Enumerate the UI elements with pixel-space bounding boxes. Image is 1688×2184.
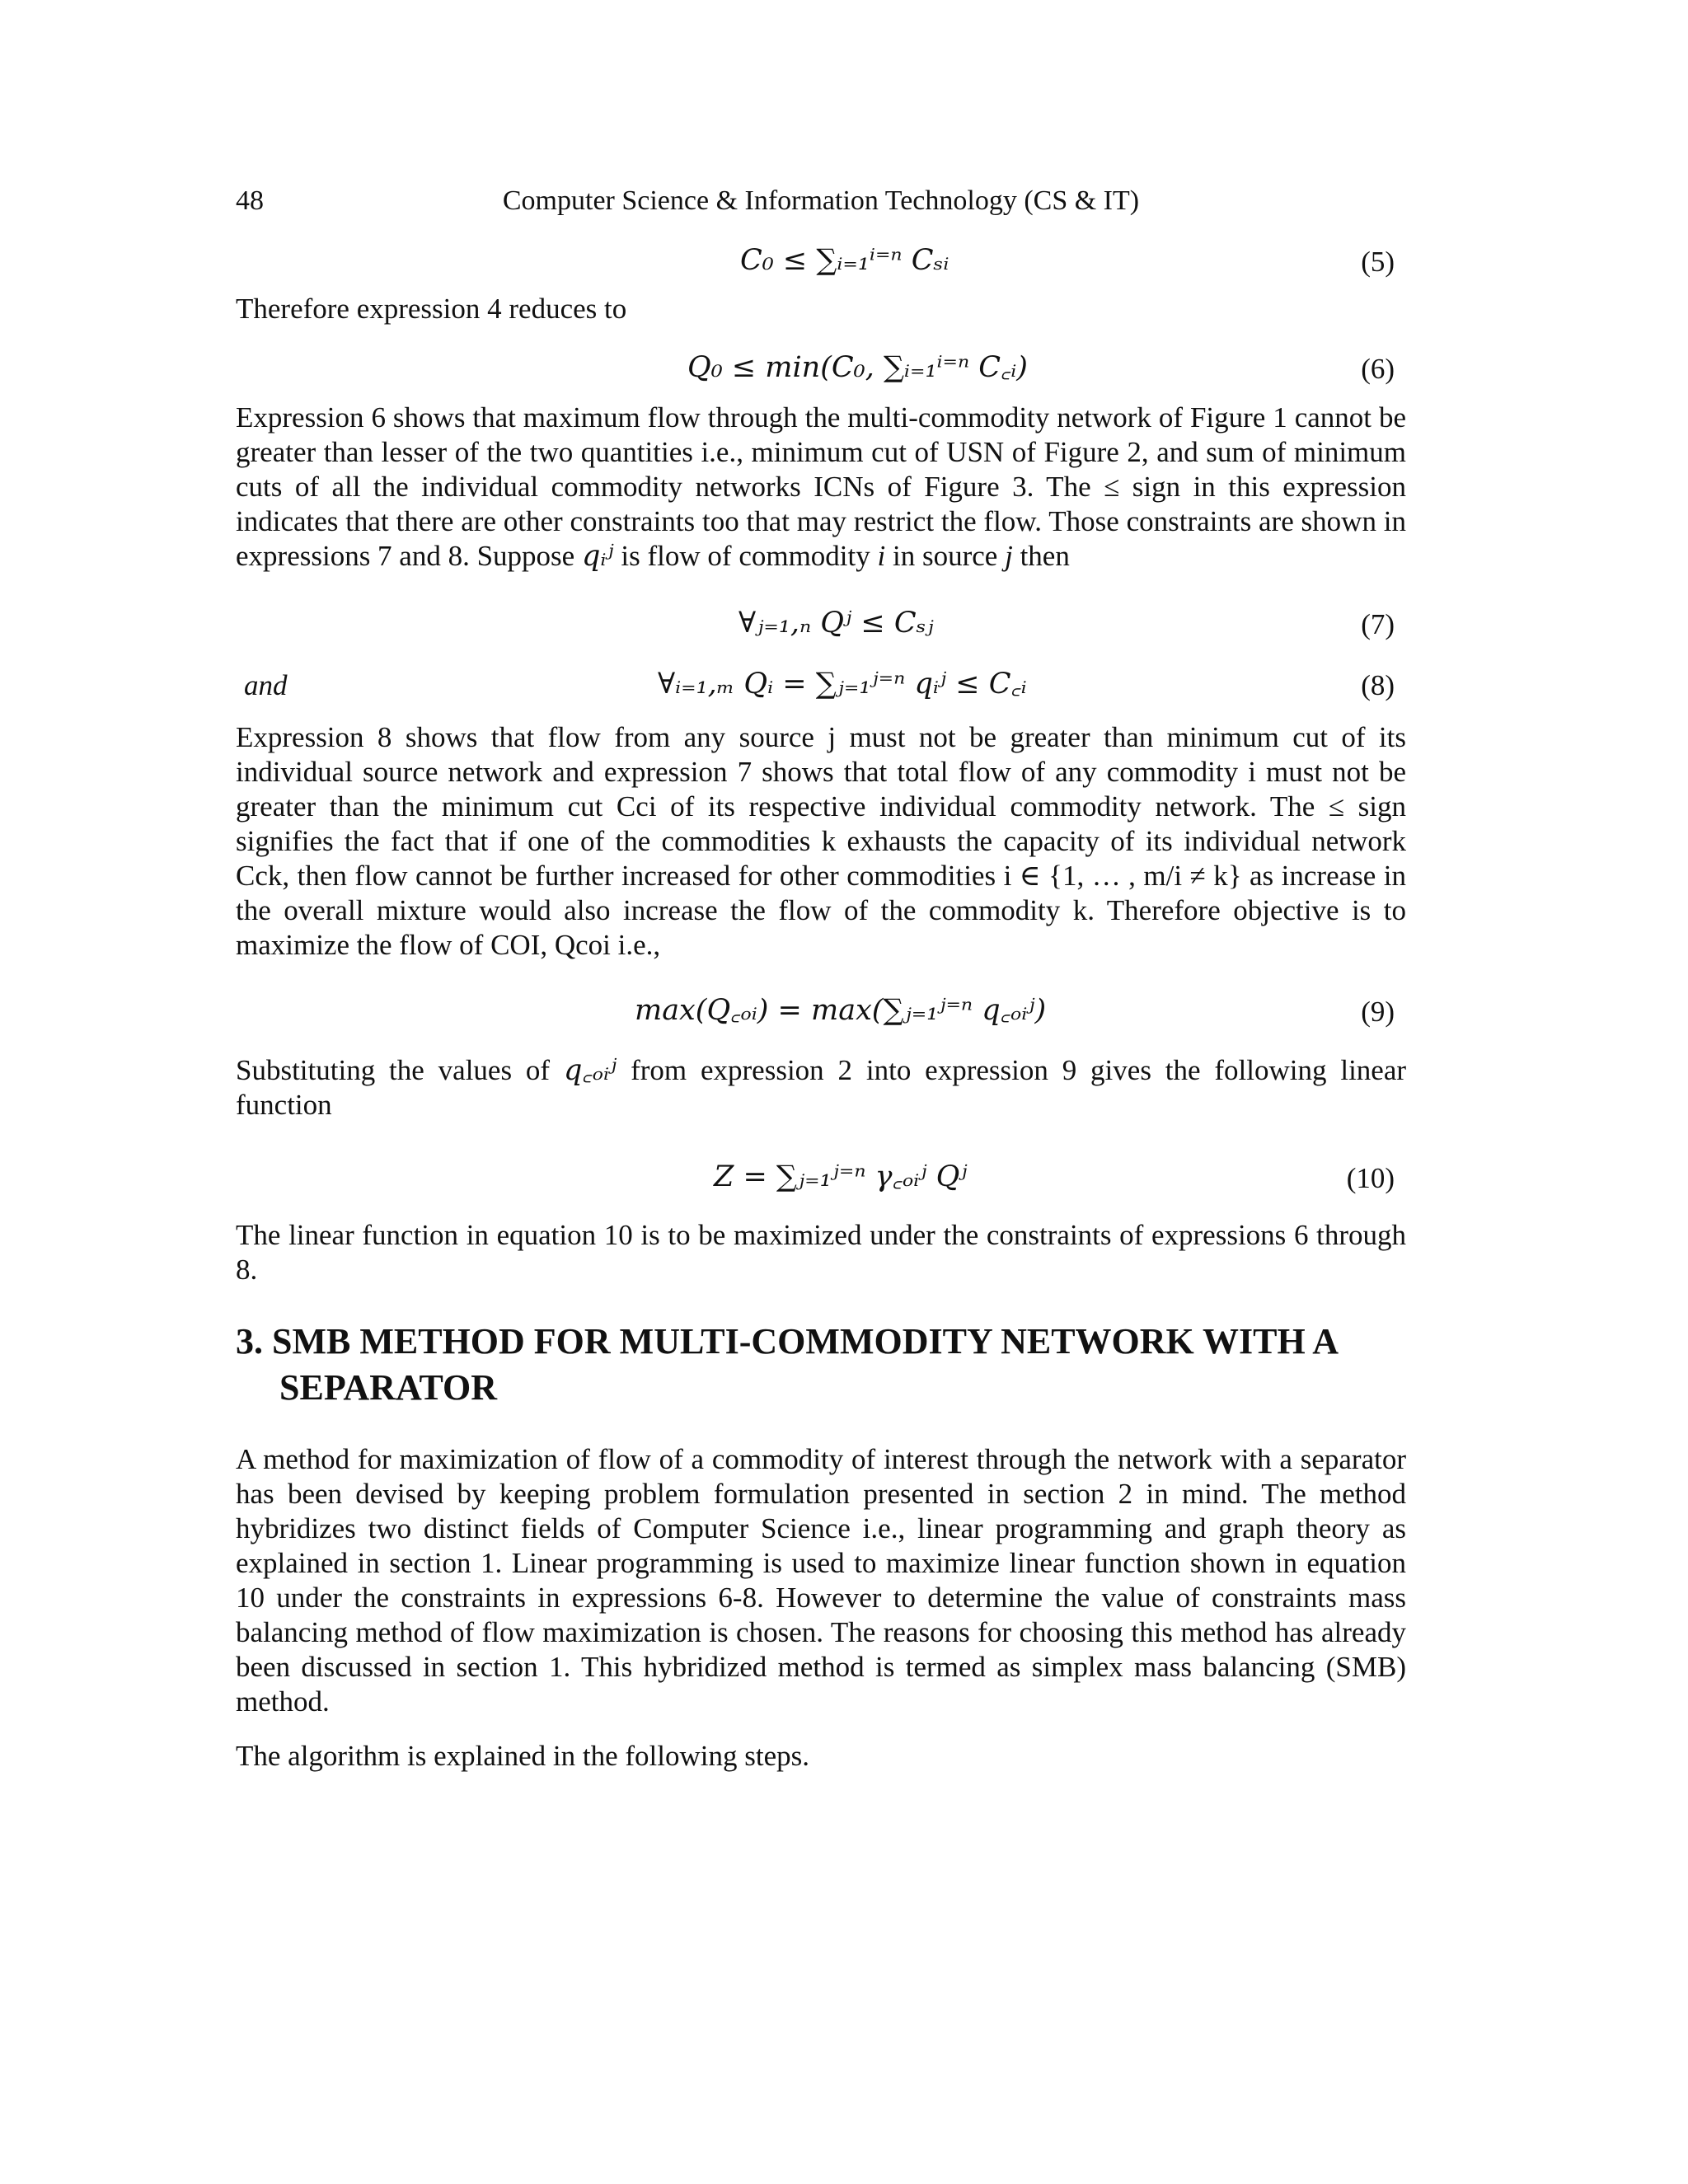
flow-variable-q: qᵢʲ bbox=[581, 540, 614, 573]
equation-7 bbox=[236, 600, 1406, 648]
equation-5-number: (5) bbox=[1361, 246, 1395, 278]
equation-8-number: (8) bbox=[1361, 669, 1395, 701]
paragraph-linear-function: The linear function in equation 10 is to be maximized under the constraints of expressions 6 through 8. bbox=[236, 1219, 1406, 1286]
equation-7-expression: ∀ⱼ₌₁,ₙ Qʲ ≤ Cₛⱼ bbox=[738, 607, 934, 640]
paragraph-expression-6 bbox=[236, 401, 1406, 574]
equation-6 bbox=[236, 344, 1406, 392]
equation-5 bbox=[236, 237, 1406, 285]
paragraph-substituting-text: Substituting the values of bbox=[236, 1054, 551, 1086]
flow-variable-qcoi: q꜀ₒᵢʲ bbox=[563, 1054, 617, 1087]
equation-10-number: (10) bbox=[1346, 1162, 1395, 1194]
page-header bbox=[236, 181, 1406, 221]
running-title: Computer Science & Information Technology (CS & IT) bbox=[502, 185, 1140, 216]
equation-9-number: (9) bbox=[1361, 996, 1395, 1028]
paragraph-expression-8: Expression 8 shows that flow from any source j must not be greater than minimum cut of its individual source network and expression 7 shows that total flow of any commodity i must not be greater than the minimum cut Cci of its respective individual commodity network. The ≤ sign signifies the fact that if one of the commodities k exhausts the capacity of its individual network Cck, then flow cannot be further increased for other commodities i ∈ {1, … , m/i ≠ k} as increase in the overall mixture would also increase the flow of the commodity k. Therefore objective is to maximize the flow of COI, Qcoi i.e., bbox=[236, 721, 1406, 961]
equation-7-number: (7) bbox=[1361, 608, 1395, 640]
section-heading bbox=[236, 1319, 1406, 1411]
equation-6-expression: Q₀ ≤ min(C₀, ∑ᵢ₌₁ⁱ⁼ⁿ C꜀ᵢ) bbox=[687, 351, 1028, 384]
paragraph-method: A method for maximization of flow of a commodity of interest through the network with a separator has been devised by keeping problem formulation presented in section 2 in mind. The method hybridizes two distinct fields of Computer Science i.e., linear programming and graph theory as explained in section 1. Linear programming is used to maximize linear function shown in equation 10 under the constraints in expressions 6-8. However to determine the value of constraints mass balancing method of flow maximization is chosen. The reasons for choosing this method has already been discussed in section 1. This hybridized method is termed as simplex mass balancing (SMB) method. bbox=[236, 1443, 1406, 1718]
equation-10 bbox=[236, 1154, 1406, 1202]
paragraph-expression-6-text-2: is flow of commodity bbox=[621, 540, 870, 572]
paragraph-reduces: Therefore expression 4 reduces to bbox=[236, 293, 627, 325]
paragraph-expression-6-text: Expression 6 shows that maximum flow through the multi-commodity network of Figure 1 cannot be greater than lesser of the two quantities i.e., minimum cut of USN of Figure 2, and sum of minimum cuts of all the individual commodity networks ICNs of Figure 3. The ≤ sign in this expression indicates that there are other constraints too that may restrict the flow. Those constraints are shown in expressions 7 and 8. Suppose bbox=[236, 401, 1406, 572]
paragraph-substituting-text-2: from expression 2 into expression 9 gives the following linear function bbox=[236, 1054, 1407, 1121]
paragraph-expression-6-text-3: in source bbox=[893, 540, 998, 572]
equation-5-expression: C₀ ≤ ∑ᵢ₌₁ⁱ⁼ⁿ Cₛᵢ bbox=[740, 244, 950, 277]
paragraph-substituting bbox=[236, 1053, 1406, 1122]
page-number: 48 bbox=[236, 185, 264, 216]
equation-9 bbox=[236, 987, 1406, 1035]
section-heading-line-1: 3. SMB METHOD FOR MULTI-COMMODITY NETWORK WITH A bbox=[236, 1321, 1339, 1361]
variable-i: i bbox=[877, 540, 886, 572]
equation-8-expression: ∀ᵢ₌₁,ₘ Qᵢ = ∑ⱼ₌₁ʲ⁼ⁿ qᵢʲ ≤ C꜀ᵢ bbox=[658, 668, 1027, 701]
equation-10-expression: Z = ∑ⱼ₌₁ʲ⁼ⁿ γ꜀ₒᵢʲ Qʲ bbox=[714, 1160, 968, 1193]
equation-8-lead: and bbox=[244, 669, 288, 701]
equation-6-number: (6) bbox=[1361, 353, 1395, 385]
equation-9-expression: max(Q꜀ₒᵢ) = max(∑ⱼ₌₁ʲ⁼ⁿ q꜀ₒᵢʲ) bbox=[635, 994, 1047, 1027]
paragraph-expression-6-text-4: then bbox=[1020, 540, 1070, 572]
equation-8 bbox=[236, 661, 1406, 709]
section-heading-line-2: SEPARATOR bbox=[279, 1367, 498, 1408]
variable-j: j bbox=[1005, 540, 1013, 572]
paragraph-algorithm: The algorithm is explained in the following steps. bbox=[236, 1740, 809, 1772]
